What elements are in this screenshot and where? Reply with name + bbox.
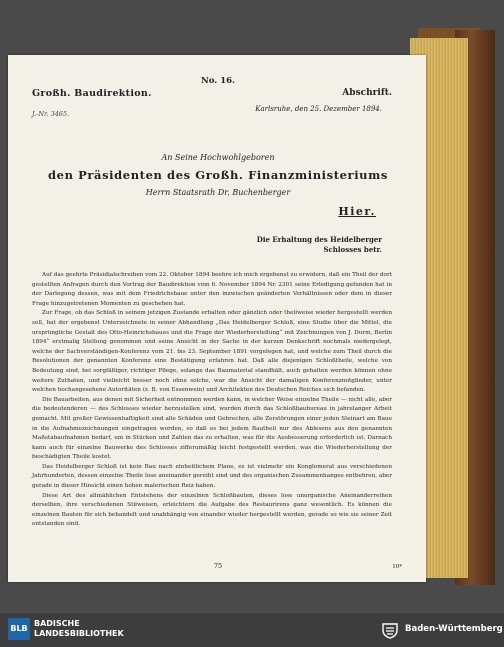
paragraph: Das Heidelberger Schloß ist kein Bau nach einheitlichem Plane, es ist vielmehr ein Konglomerat aus verschiedenen Jahrhunderten, dessen einzelne Theile lose aneinander gereiht sind und des organischen Zusammenhanges entbehren, aber gerade in dieser Hinsicht einen hohen malerischen Reiz haben. — [32, 463, 392, 490]
reference-number: J.-Nr. 3465. — [32, 110, 70, 118]
subject-line — [242, 235, 382, 254]
salutation: An Seine Hochwohlgeboren — [161, 153, 275, 162]
library-line-1: BADISCHE — [34, 619, 80, 628]
paragraph: Die Bauarbeiten, aus denen mit Sicherheit entnommen werden kann, in welcher Weise einzelne Theile — nicht alle, aber die bedeutenderen — des Schlosses wieder herzustellen sind, wurden durch das Schloßbaubureau in jahrelanger Arbeit gemacht. Mit großer Gewissenhaftigkeit sind alle Schäden und Gebrechen, alle Zerstörungen einer jeden Steinart am Baue in die Aufnahmezeichnungen eingetragen worden, so daß es bei jedem Bautheil nur des Ablesens aus den genannten Maßstabaufnahmen bedarf, um in Stücken und Zahlen das zu erhalten, was für die Ausbesserung erforderlich ist. Darnach kann auch für einzelne Bauwerke des Schlosses zifferumäßig leicht festgestellt werden, was die Wiederherstellung der beschädigten Theile kostet. — [32, 396, 392, 461]
blb-logo-icon[interactable]: BLB — [8, 618, 30, 640]
location-hier: Hier. — [338, 205, 376, 218]
paragraph: Auf das geehrte Präsidialschreiben vom 22. Oktober 1894 beehre ich mich ergebenst zu erwidern, daß ein Theil der dort gestellten Anfragen durch den Vortrag der Baudirektion vom 6. November 1894 Nr. 2301 seine Erledigung gefunden hat in der Darlegung dessen, was mit dem Friedrichsbaue unter den inzwischen geänderten Verhältnissen oder dem in dieser Frage hinzugetretenen Momenten zu geschehen hat. — [32, 272, 392, 307]
coat-of-arms-icon — [380, 620, 400, 640]
document-page — [8, 55, 426, 582]
place-date: Karlsruhe, den 25. Dezember 1894. — [255, 105, 382, 113]
subject-line-2: Schlosses betr. — [323, 244, 382, 254]
library-line-2: LANDESBIBLIOTHEK — [34, 629, 124, 638]
addressee-heading: den Präsidenten des Großh. Finanzministeriums — [48, 168, 388, 182]
page-number: 75 — [213, 562, 223, 570]
issuing-authority: Großh. Baudirektion. — [32, 88, 152, 99]
footer-bar — [0, 613, 504, 647]
recipient-name: Herrn Staatsrath Dr. Buchenberger — [145, 188, 291, 197]
state-name[interactable]: Baden-Württemberg — [405, 624, 503, 634]
paragraph: Diese Art des allmählichen Entstehens der einzelnen Schloßbauten, dieses lose unorganische Aneinanderreihen derselben, ihre verschiedenen Stilweisen, erleichtern die Aufgabe des Restaurirens ganz wesentlich. Es können die einzelnen Bauten für sich behandelt und unabhängig von einander wieder hergestellt werden, gerade so wie sie seiner Zeit entstanden sind. — [32, 492, 392, 528]
copy-label: Abschrift. — [342, 88, 392, 98]
signature-mark: 10* — [392, 564, 402, 570]
page-content — [32, 55, 404, 582]
letter-body — [32, 271, 392, 530]
paragraph: Zur Frage, ob das Schloß in seinem jetzigen Zustande erhalten oder gänzlich oder theilweise wieder hergestellt werden soll, hat der ergebenst Unterzeichnete in seiner Abhandlung „Das Heidelberger Schloß, eine Studie über die Mittel, die ursprüngliche Gestalt des Otto-Heinrichsbaues und die Frage der Wiederherstellung“ mit Zeichnungen von J. Durm, Berlin 1894“ erstmalig Stellung genommen und seine Ansicht in der Sache in der kurzen Denkschrift nochmals niedergelegt, welche der Sachverständigen-Konferenz vom 21. bis 23. September 1891 vorgelegen hat, und welche zum Theil durch die Resolutionen der genannten Konferenz eine Bestätigung erfahren hat. Daß alle diejenigen Schloßtheile, welche von Bedeutung sind, bei sorgfältiger, richtiger Pflege, solange das Baumaterial standhält, auch gehalten werden können ohne weitere Zuthaten, und vielleicht besser noch ohne solche, war die Ansicht der damaligen Konferenzmitglieder, unter welchen hochangesehene Autoritäten (z. B. von Essenwein) und Architekten des Deutschen Reiches sich befanden. — [32, 310, 392, 394]
document-number: No. 16. — [201, 76, 235, 86]
library-name[interactable] — [34, 619, 124, 639]
subject-line-1: Die Erhaltung des Heidelberger — [256, 235, 382, 244]
